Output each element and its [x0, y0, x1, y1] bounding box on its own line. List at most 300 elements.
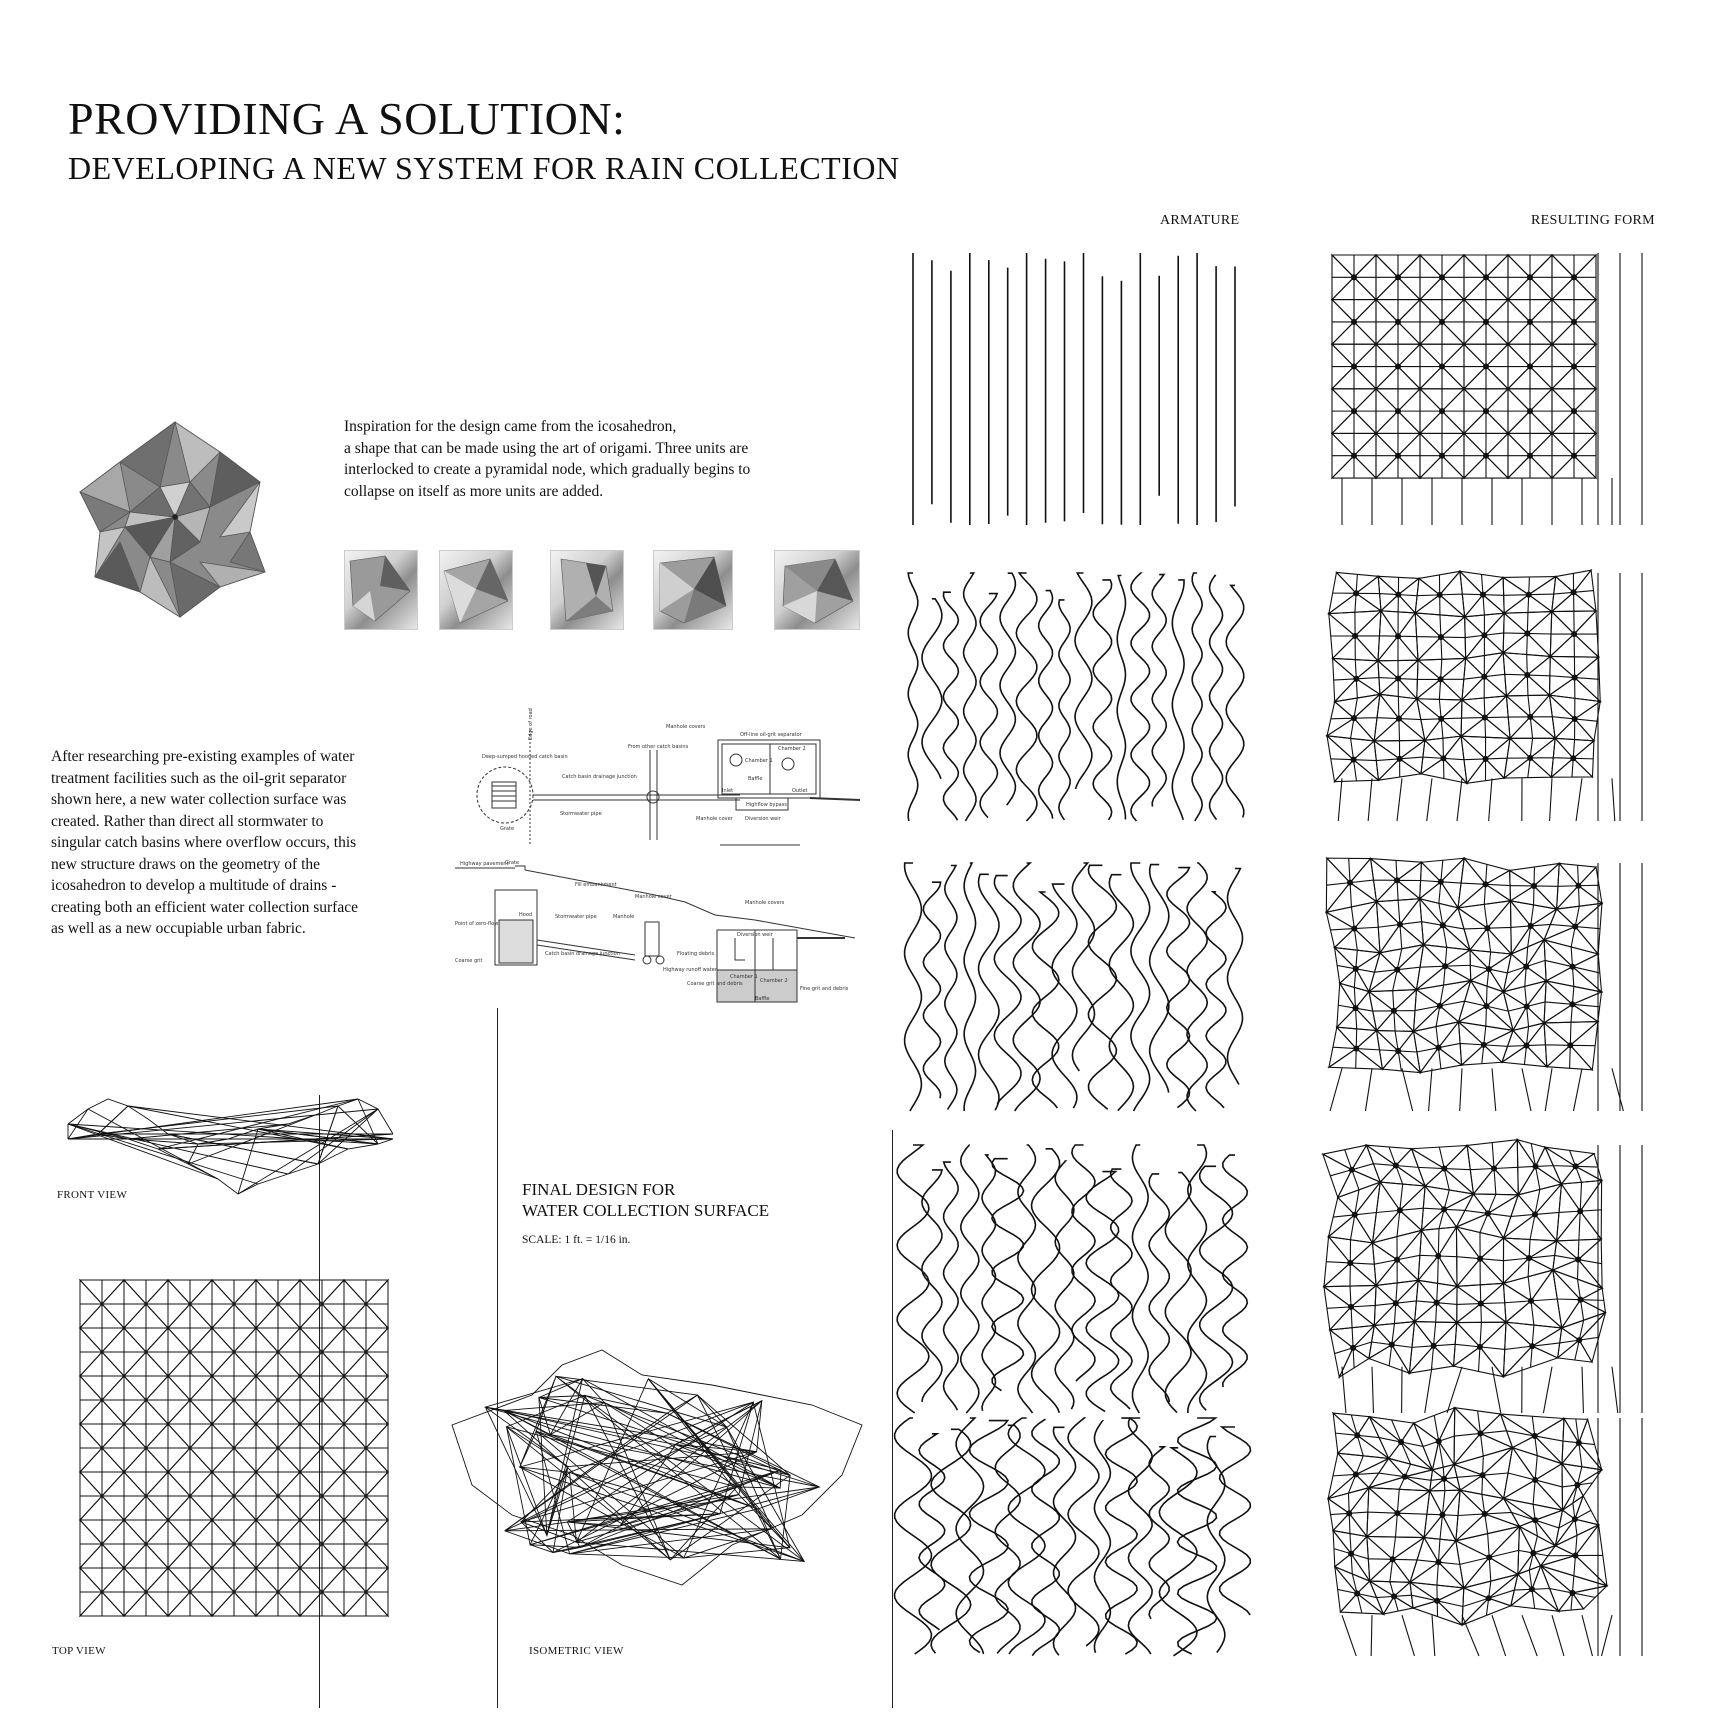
armature-strand: [1167, 868, 1190, 1108]
label-grate-section: Grate: [505, 860, 520, 866]
form-facet: [1572, 1586, 1607, 1609]
form-facet: [1332, 389, 1376, 411]
form-node: [1399, 1440, 1404, 1445]
form-node: [1395, 967, 1400, 972]
top-view-facet: [300, 1424, 344, 1448]
form-node: [1570, 964, 1575, 969]
form-facet: [1529, 577, 1556, 612]
form-facet: [1378, 636, 1418, 661]
form-facet: [1504, 612, 1552, 634]
armature-strand: [1228, 869, 1243, 1085]
form-strand: [1489, 778, 1492, 821]
form-node: [1570, 1590, 1575, 1595]
form-facet: [1456, 1541, 1489, 1588]
top-view-facet: [146, 1424, 168, 1472]
form-node: [1351, 716, 1356, 721]
top-view-facet: [300, 1592, 344, 1616]
top-view-facet: [124, 1280, 168, 1304]
form-facet: [1575, 657, 1601, 701]
form-facet: [1340, 1593, 1383, 1614]
top-view-facet: [124, 1592, 168, 1616]
front-view-label: FRONT VIEW: [57, 1189, 128, 1201]
top-view-facet: [124, 1376, 146, 1424]
armature-strand: [1016, 573, 1037, 821]
form-facet: [1504, 758, 1551, 778]
form-facet: [1506, 675, 1549, 696]
form-facet: [1376, 300, 1420, 322]
form-node: [1533, 1518, 1538, 1523]
form-facet: [1376, 277, 1420, 299]
top-view-facet: [124, 1304, 168, 1328]
form-facet: [1464, 433, 1508, 455]
form-facet: [1460, 571, 1483, 616]
form-facet: [1562, 1300, 1606, 1328]
form-facet: [1467, 1140, 1517, 1169]
form-node: [1436, 1439, 1441, 1444]
form-node: [1477, 1344, 1482, 1349]
form-facet: [1420, 433, 1442, 478]
form-facet: [1508, 389, 1552, 411]
form-strand: [1576, 778, 1582, 821]
form-node: [1397, 756, 1402, 761]
form-node: [1524, 1004, 1529, 1009]
form-node: [1352, 409, 1357, 414]
form-facet: [1367, 1488, 1397, 1537]
armature-label: ARMATURE: [1160, 213, 1240, 228]
form-node: [1396, 716, 1401, 721]
armature-strand: [1068, 1418, 1099, 1646]
form-facet: [1510, 717, 1555, 738]
form-facet: [1398, 255, 1420, 300]
form-facet: [1424, 945, 1470, 967]
inspiration-line: a shape that can be made using the art of origami. Three units are: [344, 439, 749, 457]
form-facet: [1503, 613, 1527, 652]
form-facet: [1550, 634, 1598, 657]
armature-panel-1: [909, 253, 1249, 531]
top-view-facet: [256, 1400, 300, 1424]
top-view-facet: [124, 1424, 146, 1472]
form-facet: [1457, 1259, 1503, 1287]
top-view-facet: [146, 1280, 168, 1328]
form-facet: [1457, 1322, 1506, 1347]
form-facet: [1530, 695, 1555, 738]
form-facet: [1332, 344, 1354, 389]
form-facet: [1550, 656, 1598, 677]
label-outlet: Outlet: [792, 788, 808, 794]
top-view-facet: [278, 1376, 300, 1424]
top-view-facet: [212, 1400, 256, 1424]
form-node: [1481, 1042, 1486, 1047]
form-facet: [1329, 1027, 1356, 1067]
inspiration-paragraph: [344, 416, 824, 502]
form-strand: [1368, 778, 1372, 821]
front-view-edge: [68, 1124, 258, 1184]
form-facet: [1378, 576, 1398, 610]
form-facet: [1332, 277, 1376, 299]
form-node: [1578, 1209, 1583, 1214]
form-facet: [1329, 614, 1355, 659]
top-view-facet: [102, 1328, 124, 1376]
form-facet: [1422, 1227, 1457, 1256]
form-facet: [1461, 718, 1510, 739]
form-facet: [1462, 658, 1484, 700]
form-facet: [1510, 738, 1555, 758]
form-node: [1393, 1301, 1398, 1306]
form-facet: [1575, 702, 1601, 741]
top-view-facet: [80, 1280, 102, 1328]
label-inlet: Inlet: [722, 788, 734, 794]
form-facet: [1417, 699, 1462, 719]
form-facet: [1570, 1022, 1598, 1070]
top-view-facet: [344, 1496, 388, 1520]
form-node: [1524, 964, 1529, 969]
form-node: [1528, 319, 1533, 324]
form-facet: [1354, 389, 1376, 434]
form-facet: [1552, 411, 1596, 433]
form-node: [1355, 1591, 1360, 1596]
top-view-facet: [300, 1304, 344, 1328]
armature-strand: [1165, 1173, 1191, 1413]
resulting-form-panel-5: [1328, 1418, 1668, 1658]
form-facet: [1506, 695, 1549, 717]
form-facet: [1557, 886, 1602, 909]
top-view-facet: [124, 1520, 146, 1568]
form-facet: [1457, 1286, 1481, 1322]
form-facet: [1381, 611, 1415, 636]
form-facet: [1454, 1347, 1504, 1377]
form-facet: [1574, 255, 1596, 300]
armature-strand: [1206, 892, 1226, 1108]
final-design-title: [522, 1179, 769, 1221]
form-node: [1351, 757, 1356, 762]
form-facet: [1370, 1559, 1410, 1582]
form-node: [1533, 1164, 1538, 1169]
top-view-facet: [168, 1376, 212, 1400]
top-view-facet: [168, 1304, 212, 1328]
form-facet: [1418, 1256, 1457, 1286]
inspiration-line: collapse on itself as more units are added.: [344, 482, 604, 500]
form-facet: [1530, 433, 1552, 478]
top-view-facet: [168, 1280, 190, 1328]
form-facet: [1369, 1488, 1430, 1513]
top-view-facet: [300, 1472, 344, 1496]
armature-strand: [1072, 863, 1094, 1071]
resulting-form-panel-1: [1328, 253, 1668, 531]
form-node: [1528, 453, 1533, 458]
form-node: [1442, 1207, 1447, 1212]
form-facet: [1370, 1581, 1394, 1614]
form-facet: [1367, 1513, 1424, 1537]
label-floating-debris: Floating debris: [677, 951, 715, 957]
form-facet: [1551, 758, 1592, 777]
form-facet: [1485, 696, 1510, 738]
top-view-facet: [124, 1448, 168, 1472]
form-facet: [1371, 859, 1397, 902]
top-view-facet: [124, 1496, 168, 1520]
form-node: [1492, 1166, 1497, 1171]
form-node: [1482, 715, 1487, 720]
form-facet: [1371, 859, 1422, 881]
form-facet: [1377, 1011, 1414, 1032]
form-facet: [1487, 901, 1511, 954]
top-view-facet: [168, 1424, 190, 1472]
form-facet: [1552, 433, 1574, 478]
form-node: [1485, 926, 1490, 931]
form-facet: [1414, 1423, 1439, 1470]
top-view-facet: [322, 1328, 344, 1376]
form-facet: [1517, 1140, 1545, 1167]
form-node: [1568, 1043, 1573, 1048]
form-node: [1532, 1212, 1537, 1217]
form-facet: [1494, 1140, 1518, 1195]
form-node: [1397, 922, 1402, 927]
form-facet: [1338, 1170, 1380, 1198]
form-facet: [1504, 1238, 1557, 1258]
form-facet: [1398, 433, 1420, 478]
label-catch-basin-junction-section: Catch basin drainage junction: [545, 951, 620, 957]
origami-step-2-image: [439, 550, 513, 630]
form-facet: [1530, 738, 1555, 777]
form-facet: [1376, 899, 1419, 925]
form-strand: [1457, 778, 1462, 821]
form-node: [1530, 1344, 1535, 1349]
armature-strand: [1052, 884, 1077, 1108]
form-facet: [1508, 255, 1552, 277]
form-facet: [1337, 983, 1356, 1027]
form-facet: [1398, 660, 1418, 699]
form-node: [1352, 1212, 1357, 1217]
form-strand: [1429, 1068, 1432, 1111]
label-coarse-grit: Coarse grit: [455, 958, 483, 964]
top-view-facet: [300, 1520, 322, 1568]
form-facet: [1464, 300, 1486, 345]
top-view-label: TOP VIEW: [52, 1645, 106, 1657]
form-facet: [1324, 1237, 1350, 1287]
form-facet: [1376, 389, 1420, 411]
top-view-facet: [300, 1472, 322, 1520]
form-facet: [1420, 862, 1441, 898]
form-facet: [1376, 902, 1399, 953]
form-facet: [1552, 255, 1596, 277]
form-facet: [1464, 858, 1509, 884]
form-facet: [1534, 863, 1559, 909]
label-edge-of-road: Edge of road: [528, 708, 534, 740]
form-facet: [1552, 322, 1596, 344]
top-view-facet: [102, 1280, 124, 1328]
form-node: [1478, 1256, 1483, 1261]
form-facet: [1378, 661, 1398, 694]
label-point-zero-flow: Point of zero-flow: [455, 921, 499, 927]
label-chamber-2: Chamber 2: [778, 746, 806, 752]
front-view-edge: [238, 1109, 378, 1194]
form-node: [1485, 1211, 1490, 1216]
form-facet: [1438, 1022, 1461, 1065]
form-facet: [1454, 1465, 1483, 1491]
form-facet: [1508, 322, 1552, 344]
form-facet: [1508, 300, 1530, 345]
form-facet: [1420, 411, 1464, 433]
top-view-facet: [300, 1352, 344, 1376]
top-view-facet: [300, 1520, 344, 1544]
top-view-facet: [322, 1520, 344, 1568]
top-view-facet: [344, 1280, 388, 1304]
label-diversion-weir: Diversion weir: [745, 816, 781, 822]
top-view-facet: [256, 1448, 300, 1472]
form-facet: [1464, 389, 1486, 434]
form-node: [1440, 923, 1445, 928]
form-facet: [1445, 950, 1471, 981]
top-view-facet: [344, 1400, 388, 1424]
form-facet: [1340, 983, 1369, 1008]
form-facet: [1397, 1230, 1421, 1280]
form-strand: [1397, 778, 1402, 821]
research-line: icosahedron to develop a multitude of drains -: [51, 877, 337, 894]
form-facet: [1339, 1348, 1369, 1377]
form-node: [1532, 883, 1537, 888]
form-facet: [1526, 1023, 1546, 1067]
top-view-facet: [300, 1568, 344, 1592]
top-view-facet: [300, 1280, 344, 1304]
research-line: After researching pre-existing examples of water: [51, 748, 355, 765]
form-node: [1577, 1338, 1582, 1343]
form-facet: [1333, 658, 1378, 678]
armature-strand: [1152, 575, 1166, 807]
form-node: [1484, 319, 1489, 324]
form-facet: [1527, 612, 1551, 657]
form-facet: [1518, 1526, 1533, 1574]
form-facet: [1485, 1498, 1520, 1526]
form-facet: [1415, 1280, 1437, 1321]
form-node: [1348, 880, 1353, 885]
top-view-facet: [168, 1280, 212, 1304]
top-view-facet: [102, 1520, 124, 1568]
top-view-facet: [146, 1472, 168, 1520]
form-facet: [1420, 389, 1464, 411]
top-view-facet: [212, 1376, 256, 1400]
form-facet: [1376, 300, 1398, 345]
form-node: [1484, 1004, 1489, 1009]
top-view-facet: [124, 1328, 146, 1376]
form-facet: [1544, 981, 1572, 1023]
armature-panel-4: [909, 1145, 1249, 1415]
armature-strand: [1226, 585, 1244, 817]
form-facet: [1374, 1285, 1396, 1325]
form-node: [1487, 1555, 1492, 1560]
form-node: [1395, 1257, 1400, 1262]
form-facet: [1464, 367, 1508, 389]
top-view-facet: [80, 1544, 124, 1568]
form-facet: [1420, 389, 1442, 434]
form-facet: [1454, 1408, 1480, 1465]
form-facet: [1338, 1435, 1389, 1458]
armature-strand: [1200, 1166, 1233, 1410]
form-node: [1528, 275, 1533, 280]
form-strand: [1582, 1367, 1583, 1413]
form-facet: [1489, 1526, 1519, 1574]
form-facet: [1441, 617, 1466, 659]
form-facet: [1327, 858, 1371, 883]
top-view-facet: [168, 1328, 190, 1376]
form-strand: [1365, 1068, 1372, 1111]
form-facet: [1574, 433, 1596, 478]
top-view-facet: [234, 1328, 256, 1376]
top-view-facet: [344, 1568, 388, 1592]
form-facet: [1410, 1562, 1464, 1588]
form-facet: [1367, 1536, 1424, 1559]
top-view-facet: [300, 1448, 344, 1472]
form-node: [1480, 592, 1485, 597]
form-node: [1441, 756, 1446, 761]
form-facet: [1376, 344, 1420, 366]
form-facet: [1555, 738, 1594, 758]
top-view-facet: [278, 1328, 300, 1376]
isometric-facet: [539, 1396, 667, 1414]
top-view-facet: [190, 1280, 212, 1328]
form-facet: [1398, 389, 1420, 434]
form-node: [1486, 967, 1491, 972]
form-facet: [1420, 300, 1442, 345]
form-node: [1572, 409, 1577, 414]
top-view-facet: [256, 1304, 300, 1328]
form-facet: [1376, 411, 1420, 433]
form-node: [1396, 364, 1401, 369]
top-view-facet: [278, 1424, 300, 1472]
armature-strand: [961, 1145, 979, 1413]
form-facet: [1326, 912, 1354, 947]
form-node: [1352, 364, 1357, 369]
top-view-facet: [124, 1352, 168, 1376]
form-node: [1440, 1512, 1445, 1517]
armature-strand: [944, 1162, 959, 1410]
form-node: [1484, 453, 1489, 458]
scale-note: SCALE: 1 ft. = 1/16 in.: [522, 1234, 631, 1246]
form-facet: [1553, 1241, 1578, 1270]
form-facet: [1374, 694, 1399, 741]
form-node: [1478, 1301, 1483, 1306]
form-facet: [1335, 1567, 1357, 1612]
form-node: [1484, 409, 1489, 414]
top-view-facet: [80, 1424, 102, 1472]
form-strand: [1543, 1367, 1552, 1413]
form-facet: [1421, 758, 1467, 783]
armature-strand: [922, 1170, 942, 1402]
form-facet: [1503, 577, 1529, 613]
form-facet: [1544, 1022, 1598, 1046]
form-strand: [1492, 1068, 1496, 1111]
form-node: [1396, 409, 1401, 414]
form-facet: [1464, 344, 1486, 389]
label-chamber-2-section: Chamber 2: [760, 978, 788, 984]
form-facet: [1380, 1182, 1425, 1210]
form-facet: [1530, 344, 1552, 389]
top-view-facet: [366, 1376, 388, 1424]
top-view-facet: [124, 1568, 146, 1616]
research-paragraph: [51, 746, 431, 940]
form-node: [1352, 453, 1357, 458]
form-strand: [1492, 1615, 1506, 1656]
form-facet: [1372, 1182, 1399, 1243]
form-facet: [1573, 741, 1594, 777]
top-view-facet: [212, 1280, 256, 1304]
armature-strand: [1111, 1169, 1133, 1409]
form-facet: [1329, 572, 1356, 613]
oil-grit-separator-plan-diagram: [470, 708, 870, 855]
top-view-facet: [124, 1280, 146, 1328]
top-view-facet: [102, 1568, 124, 1616]
top-view-facet: [102, 1376, 124, 1424]
top-view-facet: [300, 1496, 344, 1520]
top-view-facet: [102, 1424, 124, 1472]
